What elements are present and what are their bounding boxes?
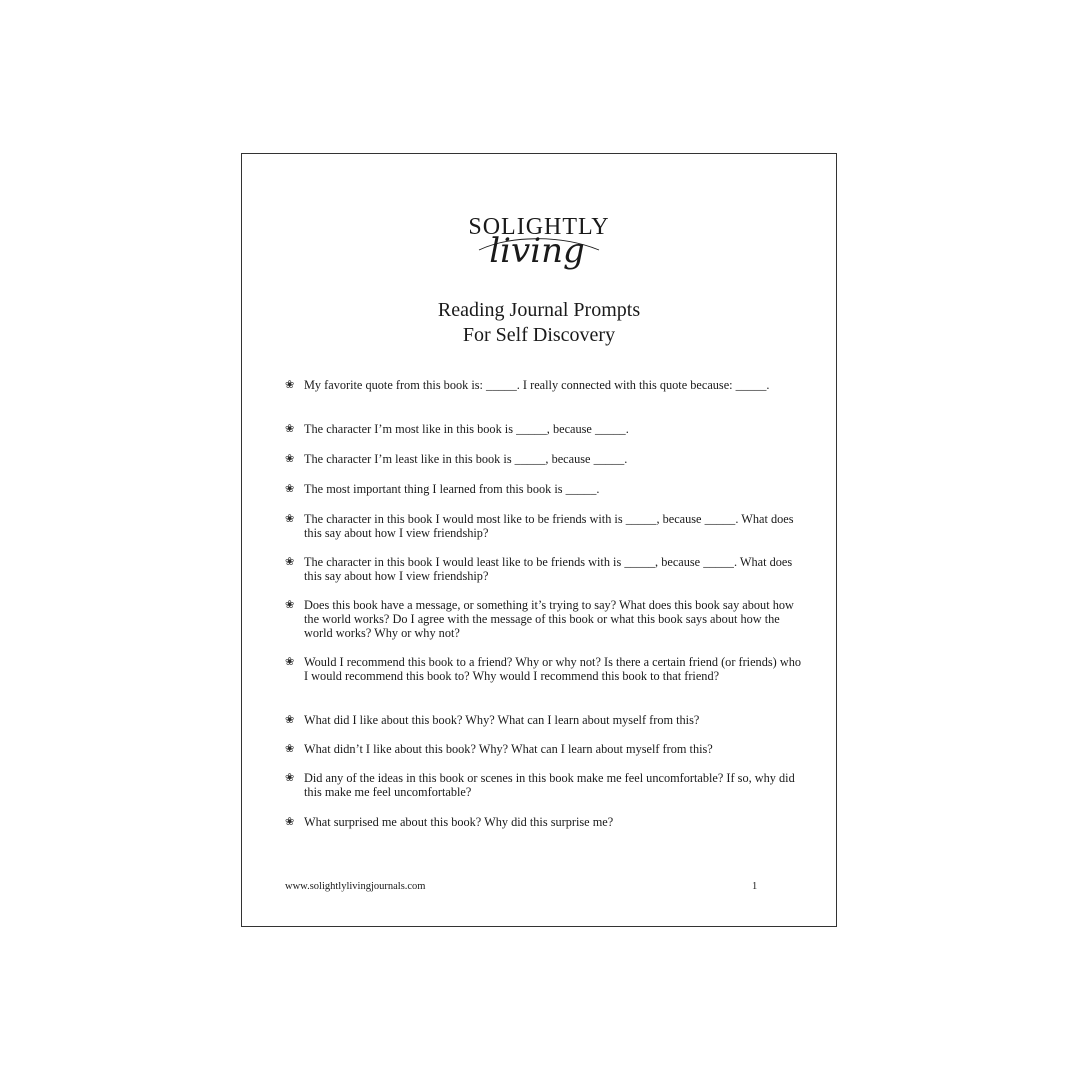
prompt-item	[285, 598, 805, 641]
prompt-item	[285, 452, 805, 466]
flower-bullet-icon: ❀	[285, 655, 295, 668]
prompt-item	[285, 742, 805, 756]
solightly-living-logo	[242, 210, 836, 280]
prompt-text: What surprised me about this book? Why did this surprise me?	[304, 815, 614, 829]
flower-bullet-icon: ❀	[285, 713, 295, 726]
prompt-text: What did I like about this book? Why? What can I learn about myself from this?	[304, 713, 700, 727]
flower-bullet-icon: ❀	[285, 422, 295, 435]
logo-wordmark: SOLIGHTLY	[468, 214, 610, 240]
flower-bullet-icon: ❀	[285, 771, 295, 784]
flower-bullet-icon: ❀	[285, 815, 295, 828]
prompt-item	[285, 655, 805, 683]
prompt-item	[285, 512, 805, 540]
prompt-text: The character I’m most like in this book is _____, because _____.	[304, 422, 629, 436]
flower-bullet-icon: ❀	[285, 512, 295, 525]
prompt-item	[285, 815, 805, 829]
flower-bullet-icon: ❀	[285, 452, 295, 465]
prompt-text: The character in this book I would least like to be friends with is _____, because _____. What does this say about how I view friendship?	[304, 555, 793, 584]
prompt-item	[285, 555, 805, 583]
title-line-1: Reading Journal Prompts	[437, 299, 641, 321]
prompt-item	[285, 771, 805, 799]
flower-bullet-icon: ❀	[285, 555, 295, 568]
prompt-item	[285, 378, 805, 392]
page-number: 1	[752, 881, 758, 892]
flower-bullet-icon: ❀	[285, 598, 295, 611]
prompt-item	[285, 482, 805, 496]
document-page	[241, 153, 837, 927]
page-title	[242, 298, 836, 348]
prompt-text: Did any of the ideas in this book or scenes in this book make me feel uncomfortable? If so, why did this make me feel uncomfortable?	[304, 771, 795, 800]
flower-bullet-icon: ❀	[285, 742, 295, 755]
flower-bullet-icon: ❀	[285, 378, 295, 391]
prompt-text: My favorite quote from this book is: _____. I really connected with this quote because: _____.	[304, 378, 770, 392]
prompt-item	[285, 422, 805, 436]
prompt-text: The character I’m least like in this book is _____, because _____.	[304, 452, 628, 466]
prompt-text: The character in this book I would most like to be friends with is _____, because _____. What does this say about how I view friendship?	[304, 512, 794, 541]
logo-script: living	[489, 231, 585, 271]
title-line-2: For Self Discovery	[462, 324, 616, 346]
prompt-text: What didn’t I like about this book? Why? What can I learn about myself from this?	[304, 742, 713, 756]
prompt-text: Would I recommend this book to a friend? Why or why not? Is there a certain friend (or friends) who I would recommend this book to? Why would I recommend this book to that friend?	[304, 655, 801, 684]
footer-url: www.solightlylivingjournals.com	[285, 881, 426, 892]
prompt-item	[285, 713, 805, 727]
prompt-text: The most important thing I learned from this book is _____.	[304, 482, 600, 496]
logo-graphic	[449, 210, 629, 280]
flower-bullet-icon: ❀	[285, 482, 295, 495]
prompt-text: Does this book have a message, or something it’s trying to say? What does this book say about how the world works? Do I agree with the message of this book or what this book says about how the world works? Why or why not?	[304, 598, 794, 641]
